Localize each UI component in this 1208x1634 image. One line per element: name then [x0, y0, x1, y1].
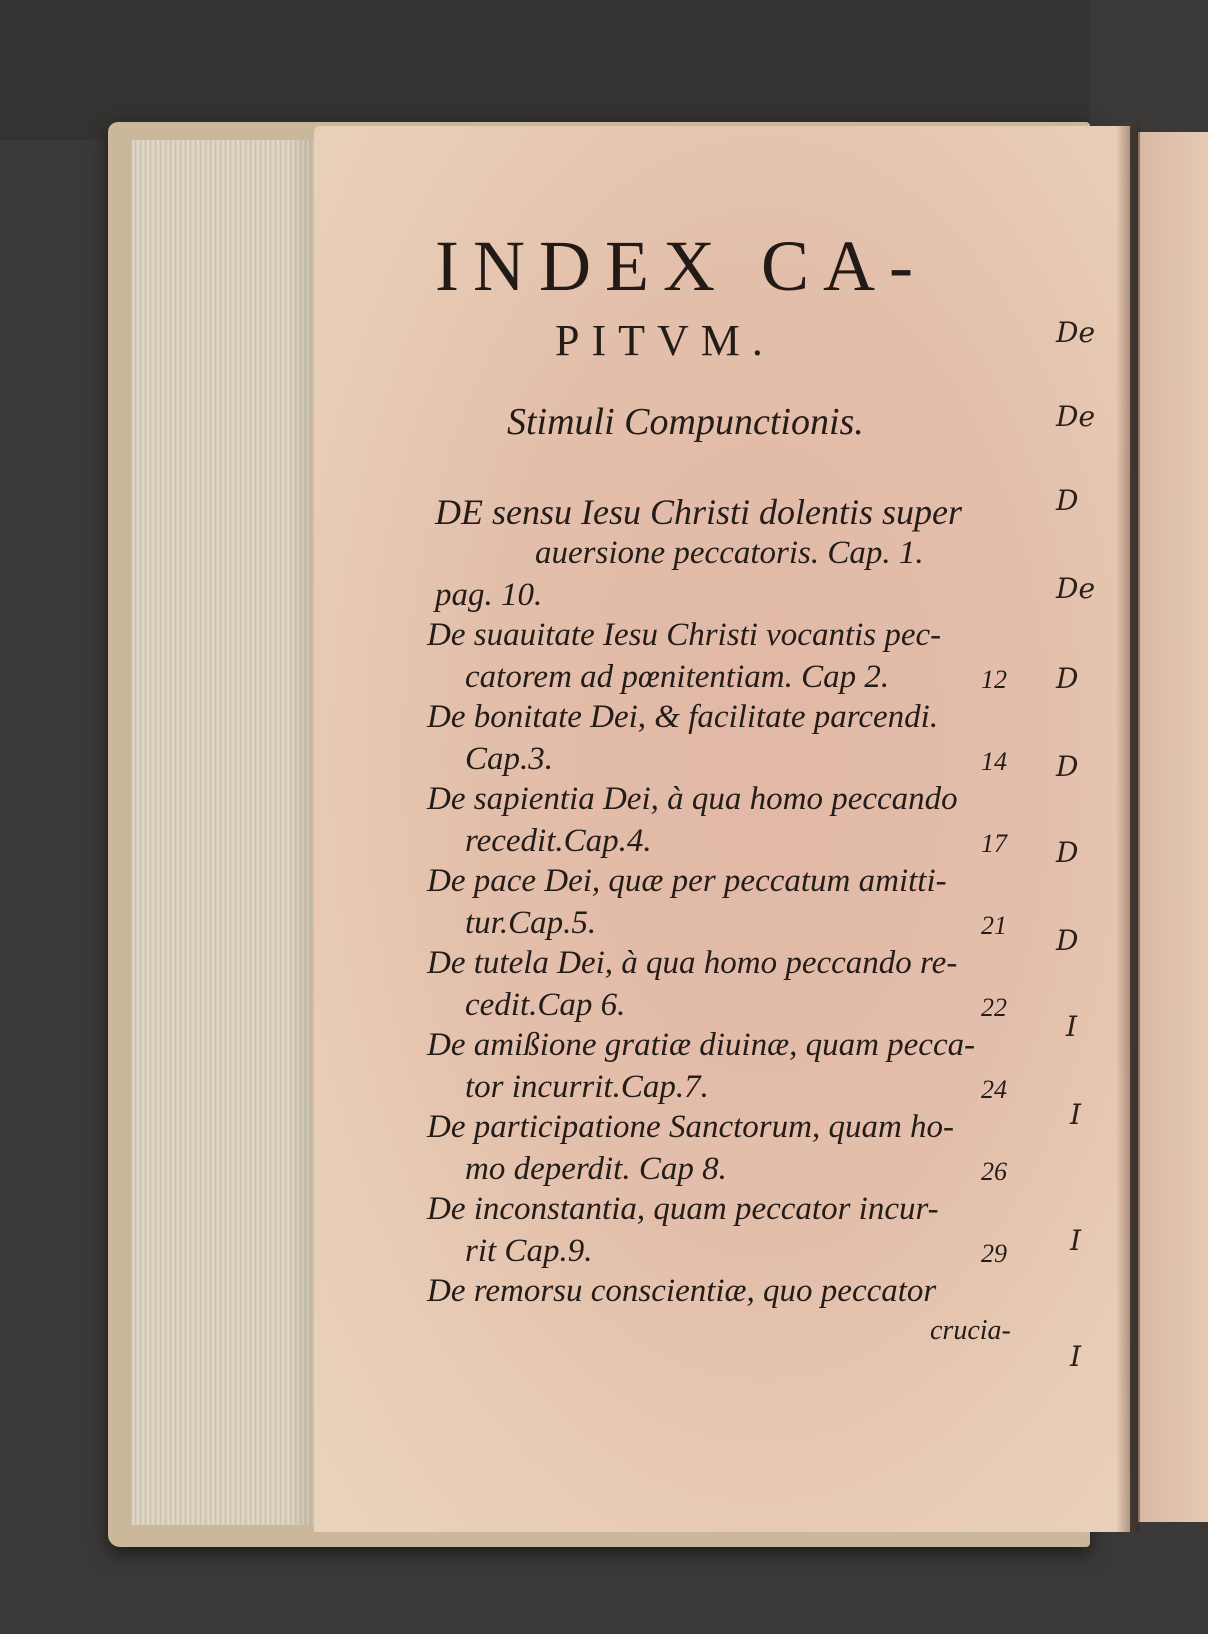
right-page-fragment: D [1056, 836, 1079, 869]
entry-line: De remorsu conscientiæ, quo peccator [427, 1273, 937, 1309]
background [0, 0, 1090, 140]
entry-line: Cap.3. [465, 741, 554, 777]
entry-line: recedit.Cap.4. [465, 823, 652, 859]
section-heading: Stimuli Compunctionis. [507, 401, 864, 443]
right-page-fragment: De [1056, 572, 1096, 605]
entry-line: De bonitate Dei, & facilitate parcendi. [427, 699, 939, 735]
right-page-fragment: De [1056, 400, 1096, 433]
entry-line: tor incurrit.Cap.7. [465, 1069, 709, 1105]
entry-line: auersione peccatoris. Cap. 1. [535, 535, 924, 571]
page-number: 22 [981, 993, 1007, 1022]
entry-line: De pace Dei, quæ per peccatum amitti- [427, 863, 947, 899]
entry-line: De suauitate Iesu Christi vocantis pec- [427, 617, 942, 653]
page-number: 29 [981, 1239, 1007, 1268]
page-subtitle: PITVM. [555, 316, 775, 365]
entry-line: rit Cap.9. [465, 1233, 593, 1269]
entry-line: De participatione Sanctorum, quam ho- [427, 1109, 955, 1145]
entry-line: catorem ad pœnitentiam. Cap 2. [465, 659, 890, 695]
right-page-fragment: I [1066, 1010, 1078, 1043]
entry-line: De inconstantia, quam peccator incur- [427, 1191, 939, 1227]
right-page-fragment: D [1056, 750, 1079, 783]
right-page [1138, 132, 1208, 1522]
page-number: 14 [981, 747, 1007, 776]
right-page-fragment: I [1070, 1340, 1082, 1373]
right-page-fragment: D [1056, 924, 1079, 957]
entry-line: pag. 10. [435, 577, 543, 613]
catchword: crucia- [930, 1315, 1011, 1346]
page-number: 17 [981, 829, 1007, 858]
entry-line: De sapientia Dei, à qua homo peccando [427, 781, 958, 817]
right-page-fragment: De [1056, 316, 1096, 349]
gutter [1116, 122, 1140, 1532]
entry-line: cedit.Cap 6. [465, 987, 626, 1023]
page-number: 26 [981, 1157, 1007, 1186]
right-page-fragment: D [1056, 662, 1079, 695]
right-page-fragment: D [1056, 484, 1079, 517]
entry-line: mo deperdit. Cap 8. [465, 1151, 727, 1187]
page-number: 24 [981, 1075, 1007, 1104]
entry-line: DE sensu Iesu Christi dolentis super [435, 492, 962, 532]
page-number: 12 [981, 665, 1007, 694]
entry-line: De tutela Dei, à qua homo peccando re- [427, 945, 958, 981]
page-title: INDEX CA- [435, 226, 927, 306]
entry-line: De amißione gratiæ diuinæ, quam pecca- [427, 1027, 976, 1063]
right-page-fragment: I [1070, 1098, 1082, 1131]
entry-line: tur.Cap.5. [465, 905, 597, 941]
right-page-fragment: I [1070, 1224, 1082, 1257]
page-number: 21 [981, 911, 1007, 940]
